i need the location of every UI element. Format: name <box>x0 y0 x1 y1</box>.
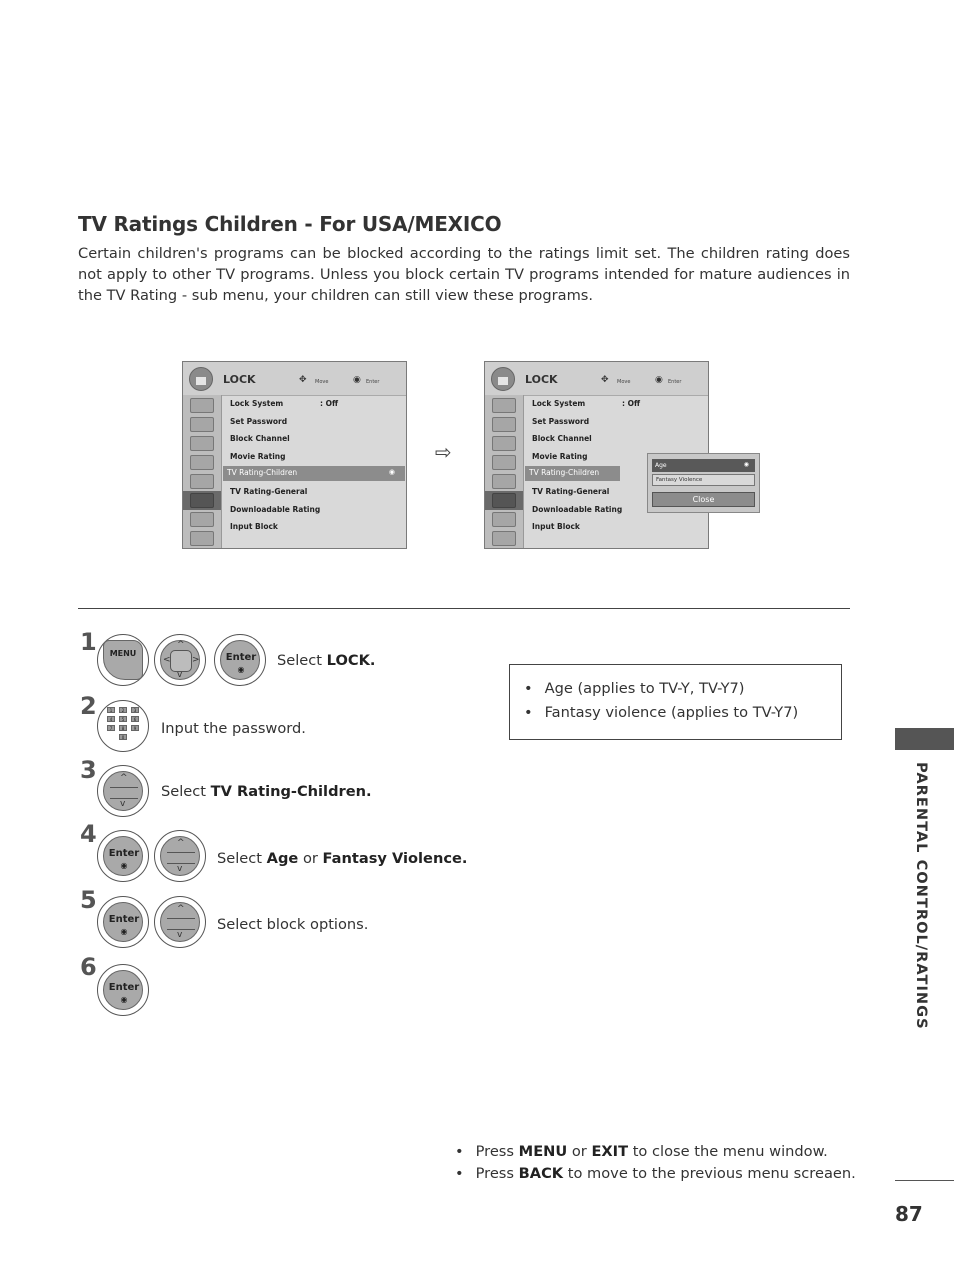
step-instruction <box>217 850 467 867</box>
menu-item-movie-rating[interactable]: Movie Rating <box>230 452 286 461</box>
time-menu-icon[interactable] <box>190 455 214 470</box>
note-key-exit: EXIT <box>591 1143 629 1160</box>
info-list <box>510 665 841 725</box>
note-key-back: BACK <box>518 1165 564 1182</box>
menu-item-tv-rating-general[interactable]: TV Rating-General <box>532 487 610 496</box>
center-bar <box>167 852 195 864</box>
enter-dot-icon: ◉ <box>237 665 245 674</box>
step-number: 1 <box>80 628 97 656</box>
up-arrow-icon: ^ <box>120 773 128 783</box>
info-item-age: • Age (applies to TV-Y, TV-Y7) <box>524 677 841 701</box>
step-text: Select <box>161 783 211 800</box>
osd-sidebar <box>485 395 524 548</box>
move-icon: ✥ <box>601 375 609 385</box>
key-7[interactable]: 7 <box>107 725 115 731</box>
popup-item-fantasy-violence[interactable] <box>652 474 755 486</box>
next-arrow-icon: ⇨ <box>435 440 452 464</box>
up-down-button[interactable] <box>154 830 206 882</box>
down-arrow-icon: v <box>177 930 183 940</box>
right-arrow-icon: > <box>192 655 200 665</box>
enter-dot-icon: ◉ <box>120 927 128 936</box>
enter-button[interactable] <box>214 634 266 686</box>
menu-item-block-channel[interactable]: Block Channel <box>230 434 290 443</box>
down-arrow-icon: v <box>120 799 126 809</box>
page-number-divider <box>895 1180 954 1181</box>
number-keypad[interactable] <box>97 700 149 752</box>
enter-hint: Enter <box>668 379 682 385</box>
chapter-tab <box>895 728 954 750</box>
menu-button[interactable] <box>97 634 149 686</box>
note-close-menu <box>455 1141 856 1163</box>
screen-menu-icon[interactable] <box>190 417 214 432</box>
chapter-title: PARENTAL CONTROL/RATINGS <box>913 762 930 1030</box>
enter-button-face <box>103 836 143 876</box>
enter-icon: ◉ <box>388 468 395 476</box>
enter-button[interactable] <box>97 896 149 948</box>
lock-menu-icon[interactable] <box>190 493 214 508</box>
step-text-mid: or <box>298 850 323 867</box>
up-arrow-icon: ^ <box>177 904 185 914</box>
picture-menu-icon[interactable] <box>492 398 516 413</box>
osd-screen-lock-menu <box>182 361 407 549</box>
divider <box>78 608 850 609</box>
key-3[interactable]: 3 <box>131 707 139 713</box>
note-key-menu: MENU <box>518 1143 568 1160</box>
step-bold: LOCK. <box>326 652 376 669</box>
down-arrow-icon: v <box>177 670 183 680</box>
move-hint: Move <box>315 379 329 385</box>
note-text: to move to the previous menu screaen. <box>563 1165 856 1182</box>
osd-title: LOCK <box>223 373 256 386</box>
menu-item-downloadable-rating[interactable]: Downloadable Rating <box>532 505 623 514</box>
note-back <box>455 1163 856 1185</box>
lock-system-value: : Off <box>622 399 641 408</box>
key-1[interactable]: 1 <box>107 707 115 713</box>
menu-label: MENU <box>109 649 137 658</box>
move-icon: ✥ <box>299 375 307 385</box>
up-down-button[interactable] <box>97 765 149 817</box>
children-rating-popup <box>647 453 760 513</box>
step-instruction <box>277 652 375 669</box>
menu-item-set-password[interactable]: Set Password <box>230 417 288 426</box>
step-number: 6 <box>80 953 97 981</box>
input-menu-icon[interactable] <box>190 512 214 527</box>
lock-menu-icon[interactable] <box>492 493 516 508</box>
clock-menu-icon[interactable] <box>492 436 516 451</box>
option-menu-icon[interactable] <box>190 474 214 489</box>
enter-label: Enter <box>108 914 140 925</box>
option-menu-icon[interactable] <box>492 474 516 489</box>
navigation-pad-face <box>160 640 200 680</box>
notes <box>455 1141 856 1185</box>
menu-button-face <box>103 640 143 680</box>
step-bold-2: Fantasy Violence. <box>322 850 468 867</box>
step-text: Select <box>277 652 327 669</box>
up-down-button-face <box>103 771 143 811</box>
lock-icon <box>491 367 515 391</box>
section-title: TV Ratings Children - For USA/MEXICO <box>78 212 502 236</box>
up-down-button-face <box>160 902 200 942</box>
menu-item-block-channel[interactable]: Block Channel <box>532 434 592 443</box>
menu-item-input-block[interactable]: Input Block <box>532 522 580 531</box>
info-item-fantasy-violence: • Fantasy violence (applies to TV-Y7) <box>524 701 841 725</box>
enter-dot-icon: ◉ <box>120 995 128 1004</box>
menu-item-lock-system[interactable]: Lock System <box>532 399 586 408</box>
menu-item-input-block[interactable]: Input Block <box>230 522 278 531</box>
step-instruction <box>161 783 372 800</box>
close-button[interactable]: Close <box>652 492 755 507</box>
enter-button-face <box>103 902 143 942</box>
menu-item-tv-rating-general[interactable]: TV Rating-General <box>230 487 308 496</box>
center-bar <box>110 787 138 799</box>
tv-rating-children-label: TV Rating-Children <box>227 468 298 477</box>
key-4[interactable]: 4 <box>107 716 115 722</box>
osd-sidebar <box>183 395 222 548</box>
usb-menu-icon[interactable] <box>492 531 516 546</box>
menu-item-movie-rating[interactable]: Movie Rating <box>532 452 588 461</box>
left-arrow-icon: < <box>163 655 171 665</box>
note-text: or <box>567 1143 592 1160</box>
clock-menu-icon[interactable] <box>190 436 214 451</box>
osd-header <box>183 362 406 396</box>
step-instruction: Input the password. <box>161 720 306 737</box>
up-down-button[interactable] <box>154 896 206 948</box>
center-bar <box>167 918 195 930</box>
menu-item-tv-rating-children[interactable] <box>223 466 405 481</box>
osd-header <box>485 362 708 396</box>
enter-hint: Enter <box>366 379 380 385</box>
tv-rating-children-label: TV Rating-Children <box>529 468 600 477</box>
step-number: 5 <box>80 886 97 914</box>
note-text: Press <box>475 1165 519 1182</box>
age-label: Age <box>655 462 667 469</box>
key-0[interactable]: 0 <box>119 734 127 740</box>
note-text: to close the menu window. <box>628 1143 828 1160</box>
step-number: 4 <box>80 820 97 848</box>
enter-label: Enter <box>108 982 140 993</box>
enter-button-face <box>220 640 260 680</box>
enter-icon: ◉ <box>353 375 361 385</box>
screen-menu-icon[interactable] <box>492 417 516 432</box>
enter-button-face <box>103 970 143 1010</box>
info-box <box>509 664 842 740</box>
enter-icon: ◉ <box>743 461 749 468</box>
usb-menu-icon[interactable] <box>190 531 214 546</box>
menu-item-lock-system[interactable]: Lock System <box>230 399 284 408</box>
enter-icon: ◉ <box>655 375 663 385</box>
up-arrow-icon: ^ <box>177 838 185 848</box>
note-text: Press <box>475 1143 519 1160</box>
step-instruction: Select block options. <box>217 916 369 933</box>
lock-system-value: : Off <box>320 399 339 408</box>
key-9[interactable]: 9 <box>131 725 139 731</box>
enter-label: Enter <box>108 848 140 859</box>
up-arrow-icon: ^ <box>177 640 185 650</box>
enter-button[interactable] <box>97 964 149 1016</box>
key-5[interactable]: 5 <box>119 716 127 722</box>
up-down-button-face <box>160 836 200 876</box>
key-2[interactable]: 2 <box>119 707 127 713</box>
menu-item-set-password[interactable]: Set Password <box>532 417 590 426</box>
enter-label: Enter <box>225 652 257 663</box>
key-8[interactable]: 8 <box>119 725 127 731</box>
key-6[interactable]: 6 <box>131 716 139 722</box>
time-menu-icon[interactable] <box>492 455 516 470</box>
down-arrow-icon: v <box>177 864 183 874</box>
step-bold: Age <box>266 850 299 867</box>
fantasy-violence-label: Fantasy Violence <box>656 477 703 483</box>
move-hint: Move <box>617 379 631 385</box>
menu-item-tv-rating-children[interactable] <box>525 466 620 481</box>
input-menu-icon[interactable] <box>492 512 516 527</box>
enter-dot-icon: ◉ <box>120 861 128 870</box>
step-text: Select <box>217 850 267 867</box>
enter-button[interactable] <box>97 830 149 882</box>
lock-icon <box>189 367 213 391</box>
step-bold: TV Rating-Children. <box>210 783 372 800</box>
navigation-pad[interactable] <box>154 634 206 686</box>
intro-paragraph: Certain children's programs can be blocked according to the ratings limit set. The children rating does not apply to other TV programs. Unless you block certain TV programs intended for mature audiences in the TV Rating - sub menu, your children can still view these programs. <box>78 245 850 304</box>
step-number: 3 <box>80 756 97 784</box>
picture-menu-icon[interactable] <box>190 398 214 413</box>
osd-title: LOCK <box>525 373 558 386</box>
menu-item-downloadable-rating[interactable]: Downloadable Rating <box>230 505 321 514</box>
step-number: 2 <box>80 692 97 720</box>
popup-item-age[interactable] <box>652 459 755 472</box>
page-number: 87 <box>895 1202 923 1226</box>
ok-center <box>170 650 192 672</box>
